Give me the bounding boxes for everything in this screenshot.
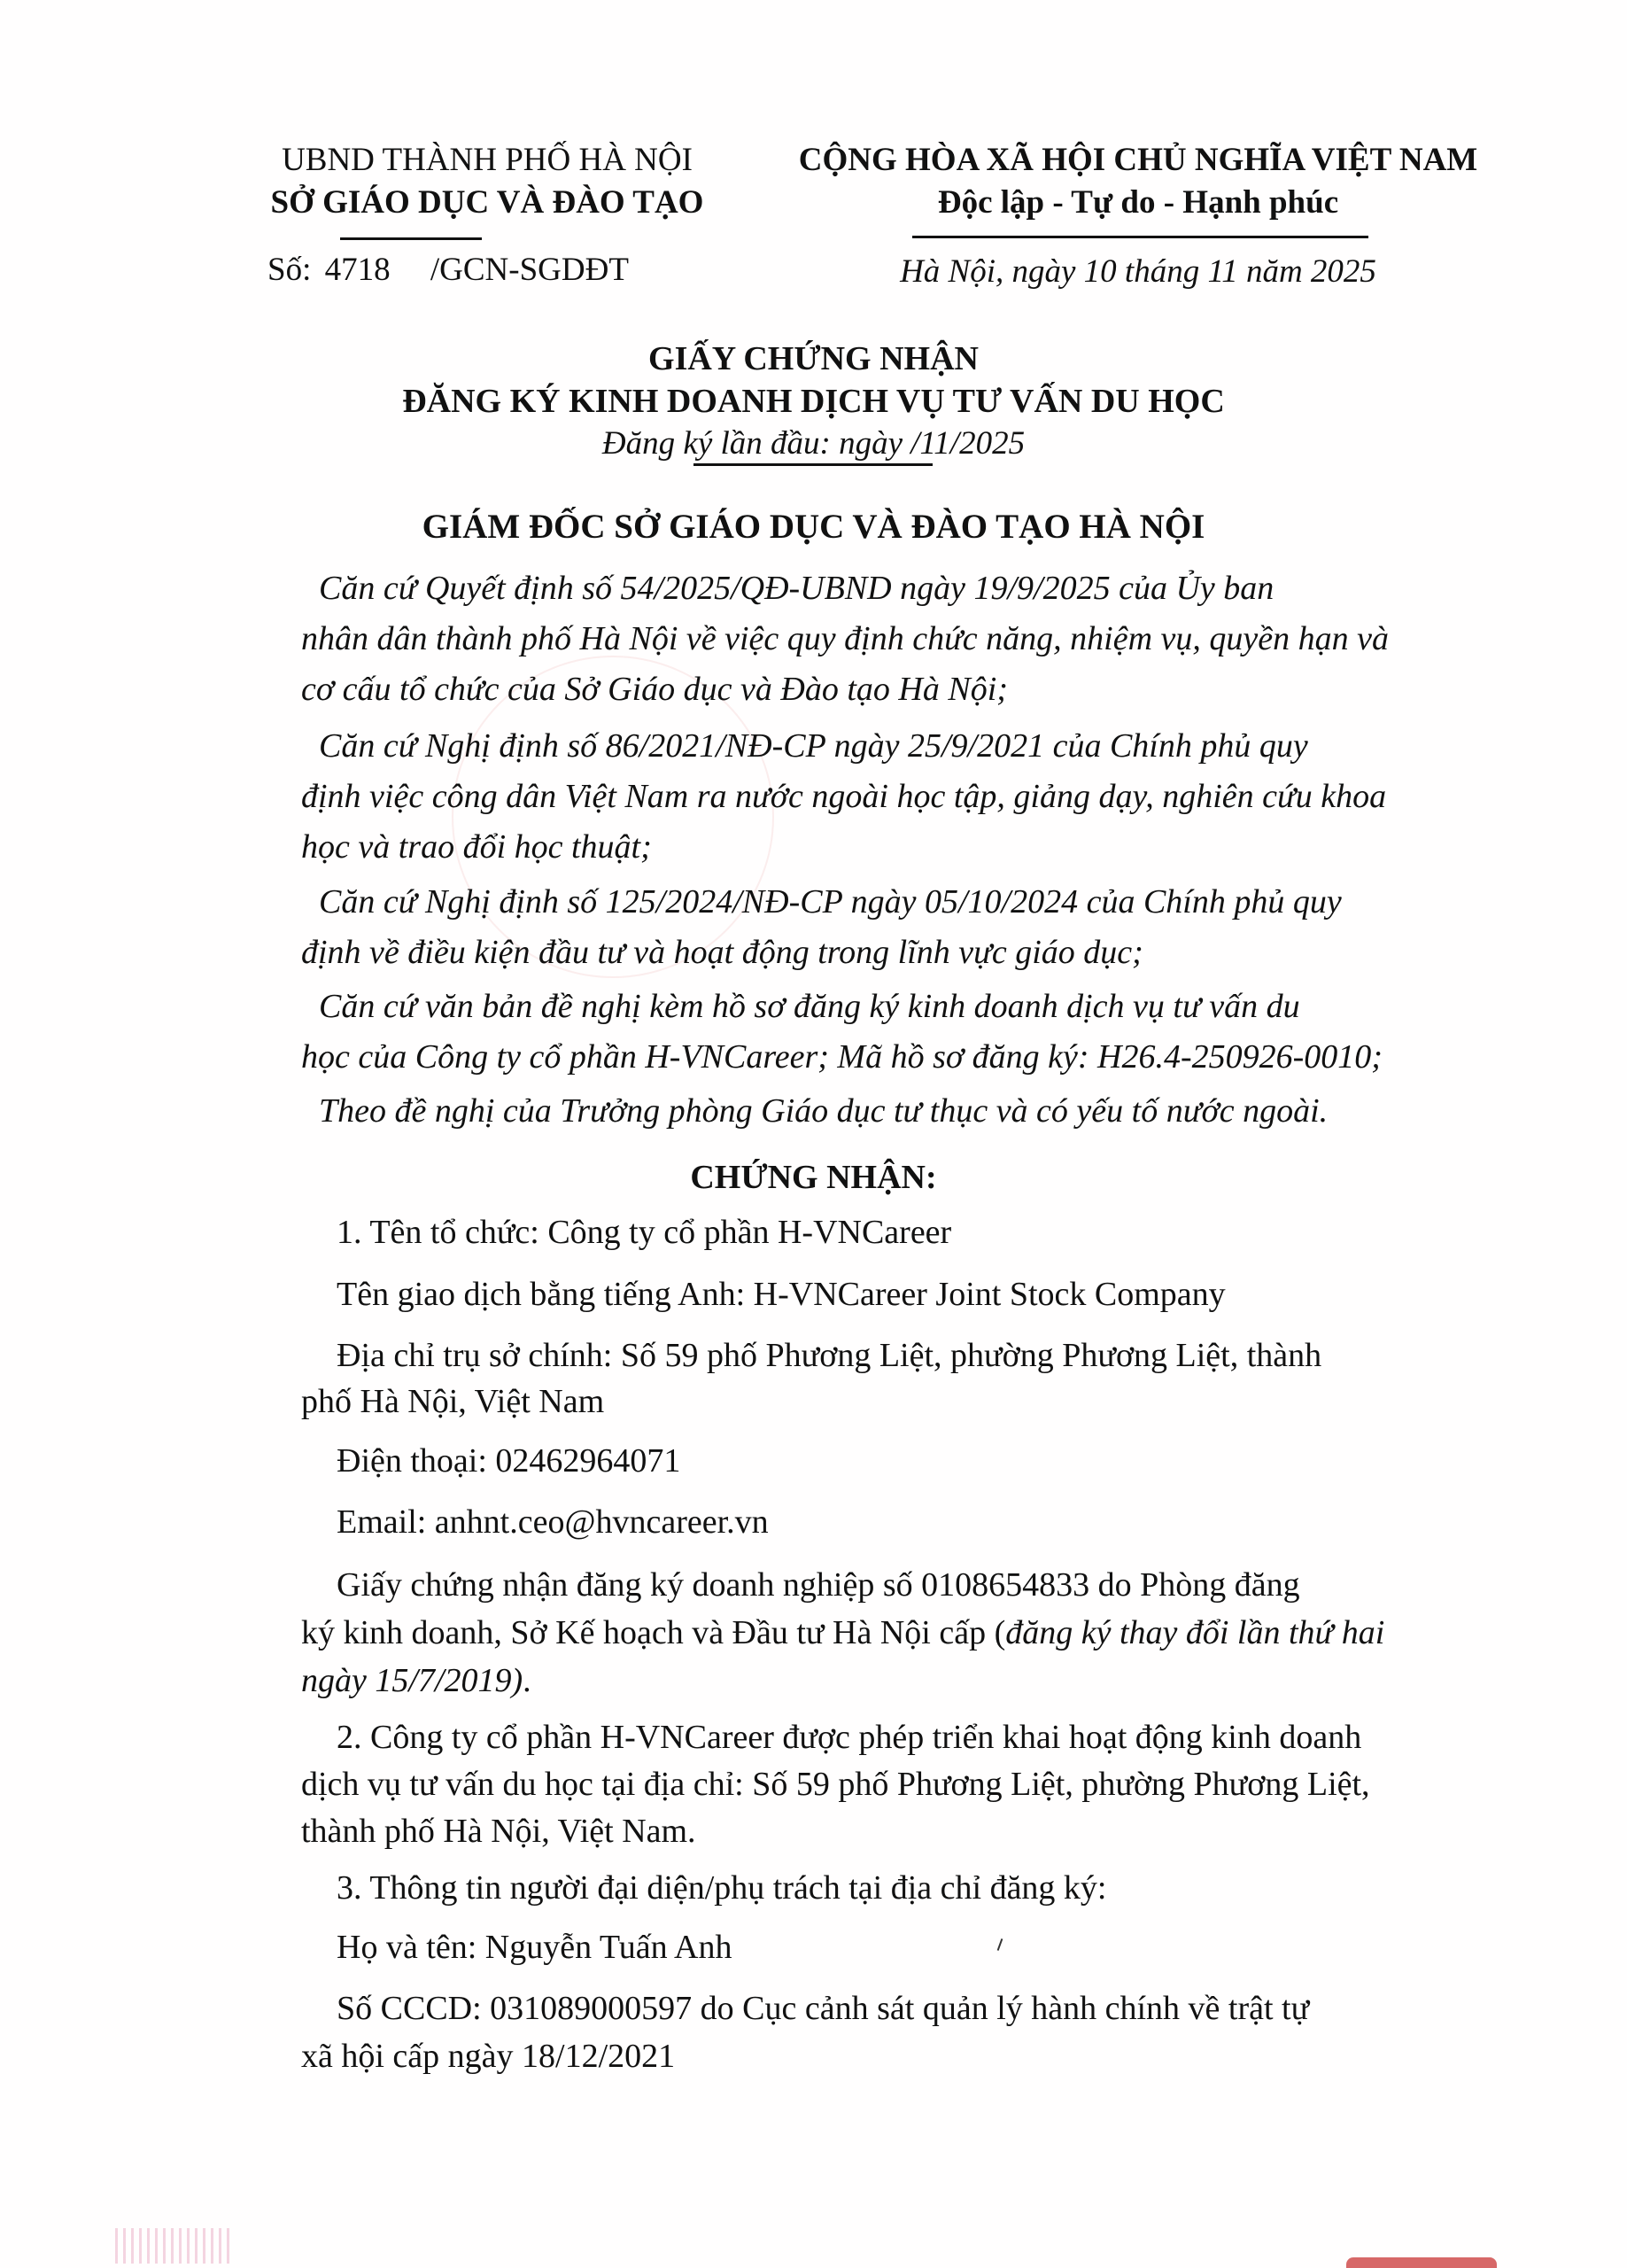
business-reg-note: đăng ký thay đổi lần thứ hai <box>1005 1614 1385 1651</box>
nation-name: CỘNG HÒA XÃ HỘI CHỦ NGHĨA VIỆT NAM <box>798 142 1478 178</box>
item-3-heading: 3. Thông tin người đại diện/phụ trách tại địa chỉ đăng ký: <box>337 1869 1107 1907</box>
legal-basis-line: Căn cứ Quyết định số 54/2025/QĐ-UBND ngày 19/9/2025 của Ủy ban <box>319 570 1274 607</box>
header-left-underline <box>340 237 482 240</box>
faint-stamp-mark <box>115 2228 230 2264</box>
head-office-address <box>301 1332 1491 1425</box>
legal-basis-line: định về điều kiện đầu tư và hoạt động trong lĩnh vực giáo dục; <box>301 934 1143 971</box>
legal-basis-line: Căn cứ Nghị định số 125/2024/NĐ-CP ngày 05/10/2024 của Chính phủ quy <box>319 883 1342 920</box>
certify-heading: CHỨNG NHẬN: <box>690 1159 937 1196</box>
legal-basis-line: học và trao đổi học thuật; <box>301 828 652 866</box>
legal-basis-line: Theo đề nghị của Trưởng phòng Giáo dục tư thục và có yếu tố nước ngoài. <box>319 1092 1329 1130</box>
legal-basis-line: nhân dân thành phố Hà Nội về việc quy định chức năng, nhiệm vụ, quyền hạn và <box>301 620 1390 657</box>
representative-id <box>301 1984 1491 2080</box>
document-number <box>267 250 629 291</box>
legal-basis-4 <box>301 982 1491 1083</box>
first-registration-date: Đăng ký lần đầu: ngày /11/2025 <box>601 425 1026 462</box>
legal-basis-line: cơ cấu tổ chức của Sở Giáo dục và Đào tạo Hà Nội; <box>301 671 1008 708</box>
business-reg-line <box>301 1609 1491 1657</box>
business-reg-text: ký kinh doanh, Sở Kế hoạch và Đầu tư Hà Nội cấp ( <box>301 1614 1006 1651</box>
legal-basis-line: Căn cứ văn bản đề nghị kèm hồ sơ đăng ký kinh doanh dịch vụ tư vấn du <box>319 988 1300 1025</box>
department-name: SỞ GIÁO DỤC VÀ ĐÀO TẠO <box>270 184 704 221</box>
item-2-permission <box>301 1714 1491 1855</box>
stray-mark <box>997 1938 1003 1951</box>
legal-basis-2 <box>301 721 1491 873</box>
rep-id-line: Số CCCD: 031089000597 do Cục cảnh sát quản lý hành chính về trật tự <box>337 1990 1310 2027</box>
header-right-underline <box>912 236 1368 238</box>
org-name: 1. Tên tổ chức: Công ty cổ phần H-VNCareer <box>337 1214 952 1251</box>
legal-basis-3 <box>301 877 1491 978</box>
item-2-line: dịch vụ tư vấn du học tại địa chỉ: Số 59 phố Phương Liệt, phường Phương Liệt, <box>301 1766 1370 1803</box>
legal-basis-5 <box>310 1086 1491 1137</box>
item-2-line: thành phố Hà Nội, Việt Nam. <box>301 1813 696 1850</box>
national-motto: Độc lập - Tự do - Hạnh phúc <box>937 184 1339 221</box>
business-registration <box>301 1561 1491 1705</box>
issuer-heading: GIÁM ĐỐC SỞ GIÁO DỤC VÀ ĐÀO TẠO HÀ NỘI <box>422 508 1205 546</box>
representative-name: Họ và tên: Nguyễn Tuấn Anh <box>337 1929 732 1966</box>
business-reg-note: ngày 15/7/2019) <box>301 1662 523 1699</box>
number-suffix: /GCN-SGDĐT <box>430 252 629 288</box>
certificate-title: GIẤY CHỨNG NHẬN <box>648 340 979 377</box>
address-line: Địa chỉ trụ sở chính: Số 59 phố Phương Liệt, phường Phương Liệt, thành <box>337 1337 1322 1374</box>
business-reg-line <box>301 1657 1491 1705</box>
number-label: Số: <box>267 252 312 288</box>
rep-id-line: xã hội cấp ngày 18/12/2021 <box>301 2038 676 2075</box>
legal-basis-line: định việc công dân Việt Nam ra nước ngoài học tập, giảng dạy, nghiên cứu khoa <box>301 778 1387 815</box>
issuing-authority: UBND THÀNH PHỐ HÀ NỘI <box>282 142 693 178</box>
certificate-subtitle: ĐĂNG KÝ KINH DOANH DỊCH VỤ TƯ VẤN DU HỌC <box>402 383 1225 420</box>
phone: Điện thoại: 02462964071 <box>337 1442 681 1480</box>
email: Email: anhnt.ceo@hvncareer.vn <box>337 1503 769 1541</box>
red-seal-edge <box>1346 2257 1497 2268</box>
item-2-line: 2. Công ty cổ phần H-VNCareer được phép triển khai hoạt động kinh doanh <box>337 1719 1362 1756</box>
english-name: Tên giao dịch bằng tiếng Anh: H-VNCareer Joint Stock Company <box>337 1276 1226 1313</box>
address-line: phố Hà Nội, Việt Nam <box>301 1383 605 1420</box>
number-value: 4718 <box>324 252 391 288</box>
place-and-date: Hà Nội, ngày 10 tháng 11 năm 2025 <box>900 253 1376 290</box>
legal-basis-1 <box>301 563 1491 715</box>
legal-basis-line: học của Công ty cổ phần H-VNCareer; Mã hồ sơ đăng ký: H26.4-250926-0010; <box>301 1038 1383 1076</box>
business-reg-text: . <box>523 1662 531 1699</box>
title-underline <box>693 463 933 466</box>
business-reg-line: Giấy chứng nhận đăng ký doanh nghiệp số 0108654833 do Phòng đăng <box>337 1566 1300 1604</box>
legal-basis-line: Căn cứ Nghị định số 86/2021/NĐ-CP ngày 25/9/2021 của Chính phủ quy <box>319 727 1308 765</box>
